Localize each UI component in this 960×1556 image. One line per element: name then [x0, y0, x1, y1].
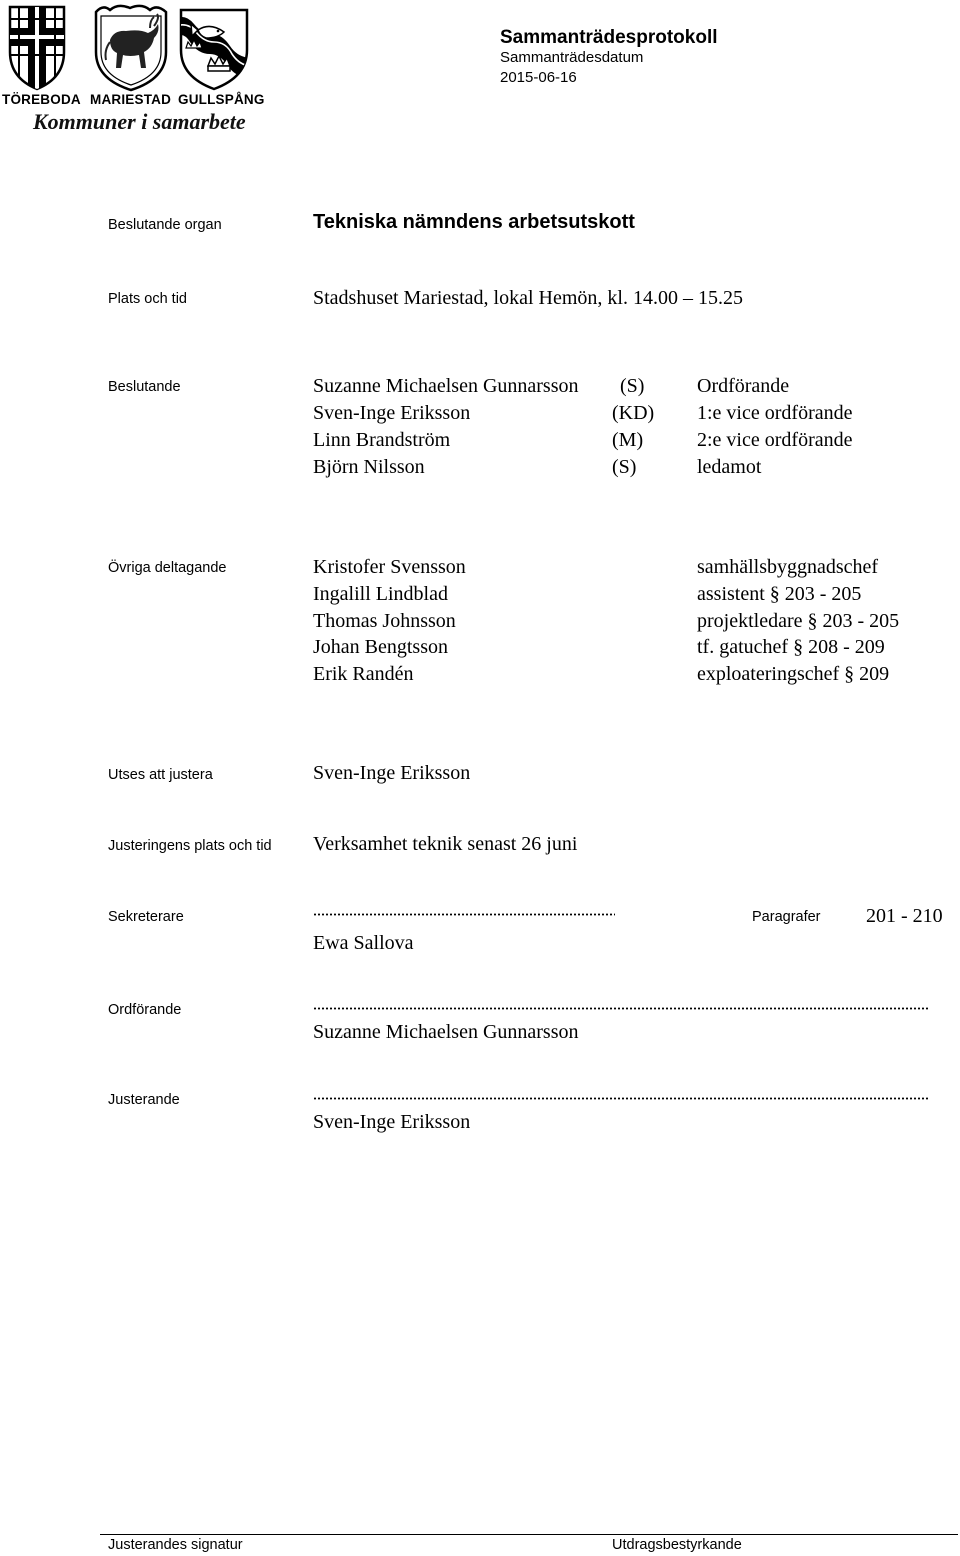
member-role: Ordförande [697, 375, 790, 397]
member-party: (S) [612, 456, 637, 478]
footer-divider [100, 1534, 958, 1535]
chair-name: Suzanne Michaelsen Gunnarsson [313, 1021, 579, 1043]
participant-role: samhällsbyggnadschef [697, 556, 879, 578]
adjuster-signature-label: Justerande [108, 1092, 180, 1108]
other-participants-label: Övriga deltagande [108, 560, 227, 576]
logo-municipality-gullspang: GULLSPÅNG [178, 92, 265, 107]
paragraphs-label: Paragrafer [752, 909, 821, 925]
adjuster-value: Sven-Inge Eriksson [313, 762, 471, 784]
participant-name: Ingalill Lindblad [313, 583, 448, 605]
meeting-date-label: Sammanträdesdatum [500, 49, 644, 66]
secretary-name: Ewa Sallova [313, 932, 414, 954]
gullspang-coat-of-arms-icon [176, 10, 252, 89]
participant-role: assistent § 203 - 205 [697, 583, 862, 605]
member-name: Suzanne Michaelsen Gunnarsson [313, 375, 579, 397]
adjustment-value: Verksamhet teknik senast 26 juni [313, 833, 578, 855]
member-name: Sven-Inge Eriksson [313, 402, 471, 424]
participant-name: Kristofer Svensson [313, 556, 466, 578]
footer-signature-label: Justerandes signatur [108, 1537, 243, 1553]
logo-municipality-toreboda: TÖREBODA [2, 92, 81, 107]
document-title: Sammanträdesprotokoll [500, 27, 718, 48]
logo-tagline: Kommuner i samarbete [33, 109, 246, 134]
mariestad-coat-of-arms-icon [96, 6, 166, 90]
coat-of-arms-group [0, 0, 260, 94]
member-role: ledamot [697, 456, 762, 478]
participant-name: Johan Bengtsson [313, 636, 448, 658]
secretary-label: Sekreterare [108, 909, 184, 925]
member-party: (S) [620, 375, 645, 397]
participant-name: Erik Randén [313, 663, 414, 685]
member-party: (KD) [612, 402, 655, 424]
adjuster-signature-line [313, 1097, 930, 1100]
participant-role: exploateringschef § 209 [697, 663, 890, 685]
participant-role: projektledare § 203 - 205 [697, 610, 900, 632]
place-time-value: Stadshuset Mariestad, lokal Hemön, kl. 14.00 – 15.25 [313, 287, 743, 309]
adjuster-signature-name: Sven-Inge Eriksson [313, 1111, 471, 1133]
member-name: Linn Brandström [313, 429, 451, 451]
decision-makers-label: Beslutande [108, 379, 181, 395]
adjustment-label: Justeringens plats och tid [108, 838, 272, 854]
member-name: Björn Nilsson [313, 456, 425, 478]
member-party: (M) [612, 429, 644, 451]
meeting-date: 2015-06-16 [500, 69, 577, 86]
logo-municipality-mariestad: MARIESTAD [90, 92, 172, 107]
chair-label: Ordförande [108, 1002, 182, 1018]
footer-certification-label: Utdragsbestyrkande [612, 1537, 742, 1553]
member-role: 1:e vice ordförande [697, 402, 853, 424]
chair-signature-line [313, 1007, 930, 1010]
place-time-label: Plats och tid [108, 291, 187, 307]
adjuster-label: Utses att justera [108, 767, 213, 783]
secretary-signature-line [313, 913, 615, 916]
organ-label: Beslutande organ [108, 217, 222, 233]
participant-name: Thomas Johnsson [313, 610, 456, 632]
member-role: 2:e vice ordförande [697, 429, 853, 451]
organ-value: Tekniska nämndens arbetsutskott [313, 211, 635, 233]
toreboda-coat-of-arms-icon [8, 5, 68, 93]
participant-role: tf. gatuchef § 208 - 209 [697, 636, 885, 658]
paragraphs-value: 201 - 210 [866, 905, 943, 927]
